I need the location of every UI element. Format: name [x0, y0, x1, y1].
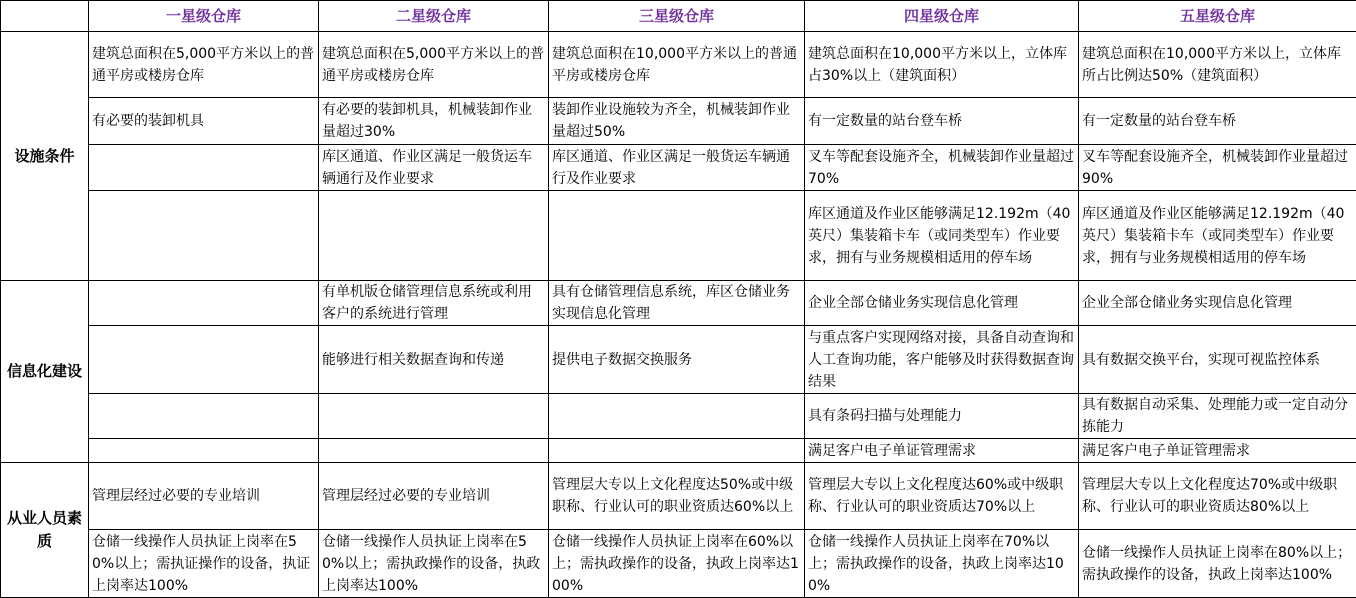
- table-cell: 库区通道及作业区能够满足12.192m（40英尺）集装箱卡车（或同类型车）作业要求，拥有与业务规模相适用的停车场: [1079, 191, 1356, 281]
- table-cell: 具有仓储管理信息系统，库区仓储业务实现信息化管理: [549, 281, 805, 326]
- category-cell-staff-quality: 从业人员素质: [1, 463, 89, 598]
- table-cell: 提供电子数据交换服务: [549, 326, 805, 394]
- table-cell: [549, 191, 805, 281]
- header-row: [1, 1, 1356, 32]
- table-cell: 管理层大专以上文化程度达50%或中级职称、行业认可的职业资质达60%以上: [549, 463, 805, 530]
- table-cell: [89, 191, 319, 281]
- table-cell: [89, 326, 319, 394]
- table-cell: 建筑总面积在10,000平方米以上，立体库所占比例达50%（建筑面积）: [1079, 32, 1356, 98]
- table-cell: 有必要的装卸机具，机械装卸作业量超过30%: [319, 98, 549, 145]
- category-cell-informatization: 信息化建设: [1, 281, 89, 463]
- table-cell: 建筑总面积在5,000平方米以上的普通平房或楼房仓库: [89, 32, 319, 98]
- table-cell: 建筑总面积在10,000平方米以上的普通平房或楼房仓库: [549, 32, 805, 98]
- table-row: [1, 191, 1356, 281]
- table-cell: 仓储一线操作人员执证上岗率在70%以上；需执政操作的设备，执政上岗率达100%: [805, 530, 1079, 598]
- table-cell: [89, 394, 319, 439]
- table-cell: 与重点客户实现网络对接，具备自动查询和人工查询功能，客户能够及时获得数据查询结果: [805, 326, 1079, 394]
- table-cell: 建筑总面积在5,000平方米以上的普通平房或楼房仓库: [319, 32, 549, 98]
- table-cell: 仓储一线操作人员执证上岗率在50%以上；需执证操作的设备，执证上岗率达100%: [89, 530, 319, 598]
- table-cell: 库区通道、作业区满足一般货运车辆通行及作业要求: [319, 145, 549, 191]
- category-cell-facilities: 设施条件: [1, 32, 89, 281]
- table-cell: [319, 394, 549, 439]
- table-cell: 满足客户电子单证管理需求: [805, 439, 1079, 463]
- table-cell: 有一定数量的站台登车桥: [1079, 98, 1356, 145]
- table-cell: 叉车等配套设施齐全，机械装卸作业量超过70%: [805, 145, 1079, 191]
- table-row: [1, 98, 1356, 145]
- header-four-star: 四星级仓库: [805, 1, 1079, 32]
- table-cell: [549, 394, 805, 439]
- table-cell: [319, 191, 549, 281]
- table-cell: 具有数据交换平台，实现可视监控体系: [1079, 326, 1356, 394]
- table-cell: 有单机版仓储管理信息系统或利用客户的系统进行管理: [319, 281, 549, 326]
- table-cell: 建筑总面积在10,000平方米以上，立体库占30%以上（建筑面积）: [805, 32, 1079, 98]
- table-cell: 管理层大专以上文化程度达70%或中级职称、行业认可的职业资质达80%以上: [1079, 463, 1356, 530]
- header-three-star: 三星级仓库: [549, 1, 805, 32]
- table-cell: 装卸作业设施较为齐全，机械装卸作业量超过50%: [549, 98, 805, 145]
- table-cell: 满足客户电子单证管理需求: [1079, 439, 1356, 463]
- table-cell: 库区通道及作业区能够满足12.192m（40英尺）集装箱卡车（或同类型车）作业要求，拥有与业务规模相适用的停车场: [805, 191, 1079, 281]
- table-cell: 有必要的装卸机具: [89, 98, 319, 145]
- table-row: [1, 281, 1356, 326]
- table-cell: 有一定数量的站台登车桥: [805, 98, 1079, 145]
- table-row: [1, 32, 1356, 98]
- table-cell: 管理层经过必要的专业培训: [89, 463, 319, 530]
- table-cell: 具有条码扫描与处理能力: [805, 394, 1079, 439]
- table-cell: 仓储一线操作人员执证上岗率在50%以上；需执政操作的设备，执政上岗率达100%: [319, 530, 549, 598]
- table-row: [1, 145, 1356, 191]
- table-cell: 仓储一线操作人员执证上岗率在80%以上；需执政操作的设备，执政上岗率达100%: [1079, 530, 1356, 598]
- table-cell: 具有数据自动采集、处理能力或一定自动分拣能力: [1079, 394, 1356, 439]
- table-cell: [89, 145, 319, 191]
- table-cell: 企业全部仓储业务实现信息化管理: [1079, 281, 1356, 326]
- table-cell: [89, 281, 319, 326]
- table-cell: 能够进行相关数据查询和传递: [319, 326, 549, 394]
- table-cell: 叉车等配套设施齐全，机械装卸作业量超过90%: [1079, 145, 1356, 191]
- header-five-star: 五星级仓库: [1079, 1, 1356, 32]
- table-row: [1, 394, 1356, 439]
- table-row: [1, 326, 1356, 394]
- table-cell: 仓储一线操作人员执证上岗率在60%以上；需执政操作的设备，执政上岗率达100%: [549, 530, 805, 598]
- table-row: [1, 530, 1356, 598]
- table-cell: 库区通道、作业区满足一般货运车辆通行及作业要求: [549, 145, 805, 191]
- table-cell: [319, 439, 549, 463]
- table-cell: [89, 439, 319, 463]
- table-row: [1, 463, 1356, 530]
- table-cell: 管理层经过必要的专业培训: [319, 463, 549, 530]
- header-blank-cell: [1, 1, 89, 32]
- header-one-star: 一星级仓库: [89, 1, 319, 32]
- table-row: [1, 439, 1356, 463]
- table-cell: 管理层大专以上文化程度达60%或中级职称、行业认可的职业资质达70%以上: [805, 463, 1079, 530]
- table-cell: 企业全部仓储业务实现信息化管理: [805, 281, 1079, 326]
- table-cell: [549, 439, 805, 463]
- header-two-star: 二星级仓库: [319, 1, 549, 32]
